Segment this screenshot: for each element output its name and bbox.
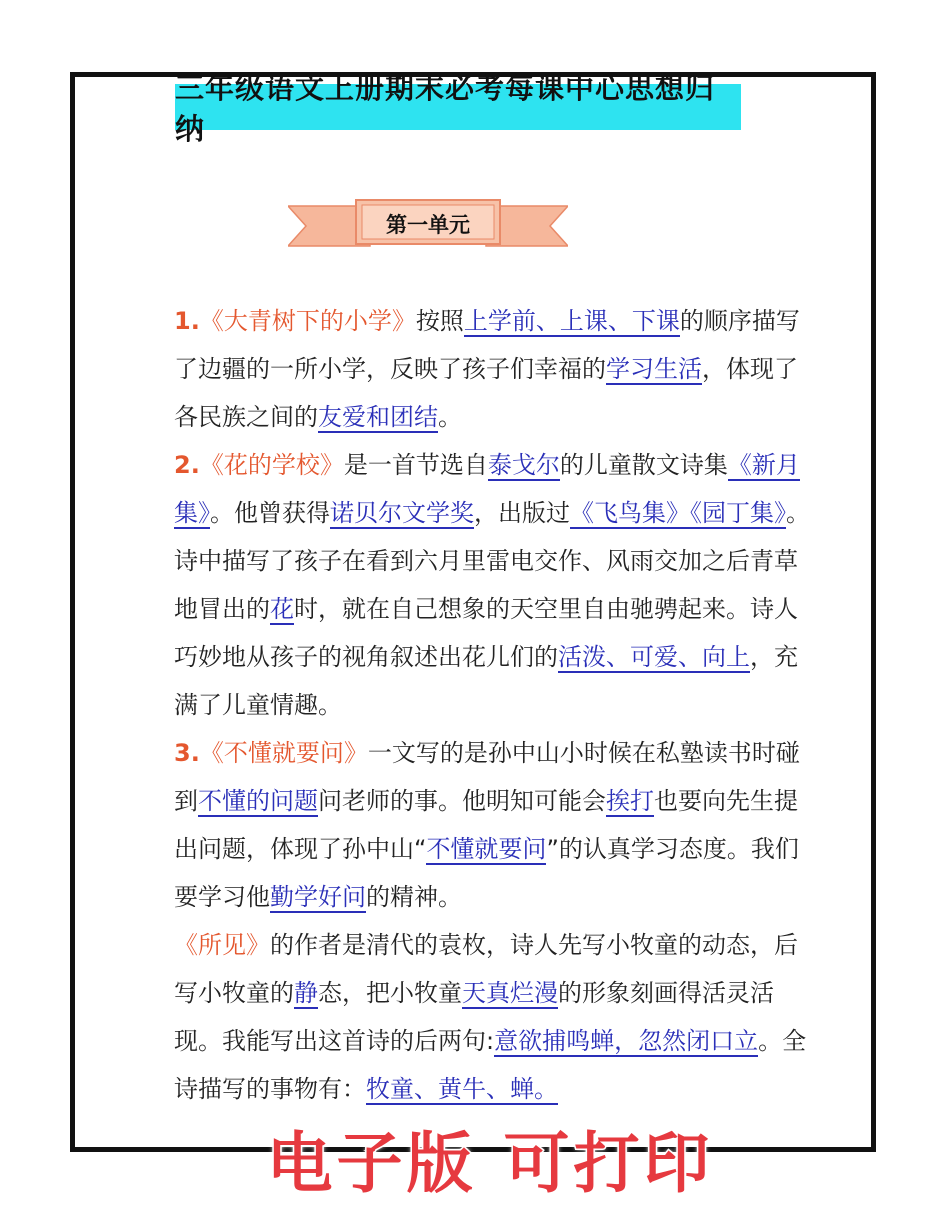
body-text: 的作者是清代的袁枚，诗人先写小牧童的 <box>270 931 702 959</box>
body-text: 时，就在自己想象的天空里自由驰骋起来。诗人巧妙地从孩子的视角叙述出花儿们的 <box>174 595 798 671</box>
body-text: 。他曾获得 <box>210 499 330 527</box>
body-text: 。 <box>438 403 462 431</box>
body-text: 态，把小牧童 <box>318 979 462 1007</box>
summary-paragraph <box>174 297 820 441</box>
key-point: 不懂就要问 <box>426 835 547 863</box>
key-point: 不懂的问题 <box>198 787 318 815</box>
key-point: 勤学好问 <box>270 883 366 911</box>
page-title: 三年级语文上册期末必考每课中心思想归纳 <box>175 71 716 146</box>
key-point: 牧童、黄牛、蝉。 <box>366 1075 558 1103</box>
lesson-title: 《花的学校》 <box>199 451 344 479</box>
body-text: 按照 <box>415 307 464 335</box>
body-text: 的精神。 <box>366 883 462 911</box>
key-point: 《飞鸟集》《园丁集》 <box>570 499 786 527</box>
key-point: 上学前、上课、下课 <box>463 307 680 335</box>
body-text: 的形象刻画得活灵活现。我能写出这首诗的后两句: <box>174 979 774 1055</box>
body-text: 的儿童散文诗集 <box>559 451 728 479</box>
summary-paragraph <box>174 441 820 729</box>
lesson-title: 《不懂就要问》 <box>199 739 368 767</box>
key-point: 泰戈尔 <box>487 451 560 479</box>
unit-title: 第一单元 <box>386 213 470 237</box>
unit-ribbon <box>288 196 568 252</box>
item-number: 1. <box>174 307 200 335</box>
key-point: 挨打 <box>606 787 654 815</box>
printable-stamp: 电子版 可打印 <box>266 1124 714 1202</box>
body-text: ”的认真学习态度。我们要学习他 <box>174 835 799 911</box>
key-point: 花 <box>270 595 294 623</box>
summary-paragraph <box>174 729 820 921</box>
body-text: ，充满了儿童情趣。 <box>174 643 798 719</box>
body-text: 是一首节选自 <box>343 451 488 479</box>
body-text: 。诗中描写了孩子在看到六月里雷电交作、风雨交加之后青草地冒出的 <box>174 499 810 623</box>
key-point: 天真烂漫 <box>462 979 558 1007</box>
key-point: 友爱和团结 <box>318 403 438 431</box>
body-text: 问老师的事。他明知可能会 <box>318 787 606 815</box>
body-text: 的顺序描写了边疆的一所小学，反映了孩子们幸福的 <box>174 307 800 383</box>
body-text: 也要向先生提出问题，体现了孙中山“ <box>174 787 798 863</box>
key-point: 《新月集》 <box>174 451 800 527</box>
key-point: 诺贝尔文学奖 <box>330 499 474 527</box>
summary-paragraph <box>174 921 820 1113</box>
body-text: ，出版过 <box>474 499 570 527</box>
key-point: 学习生活 <box>606 355 702 383</box>
lesson-title: 《大青树下的小学》 <box>199 307 416 335</box>
title-banner <box>175 71 741 146</box>
body-text: 。全诗描写的事物有： <box>174 1027 807 1103</box>
body-text: 动态 <box>702 931 750 959</box>
key-point: 意欲捕鸣蝉，忽然闭口立 <box>494 1027 759 1055</box>
key-point: 静 <box>294 979 318 1007</box>
key-point: 活泼、可爱、向上 <box>558 643 750 671</box>
item-number: 3. <box>174 739 200 767</box>
item-number: 2. <box>174 451 200 479</box>
lesson-title: 《所见》 <box>174 931 270 959</box>
body-text: ，后写小牧童的 <box>174 931 798 1007</box>
summary-content <box>174 297 820 1113</box>
body-text: 一文写的是孙中山小时候在私塾读书时碰到 <box>174 739 800 815</box>
body-text: ，体现了各民族之间的 <box>174 355 798 431</box>
